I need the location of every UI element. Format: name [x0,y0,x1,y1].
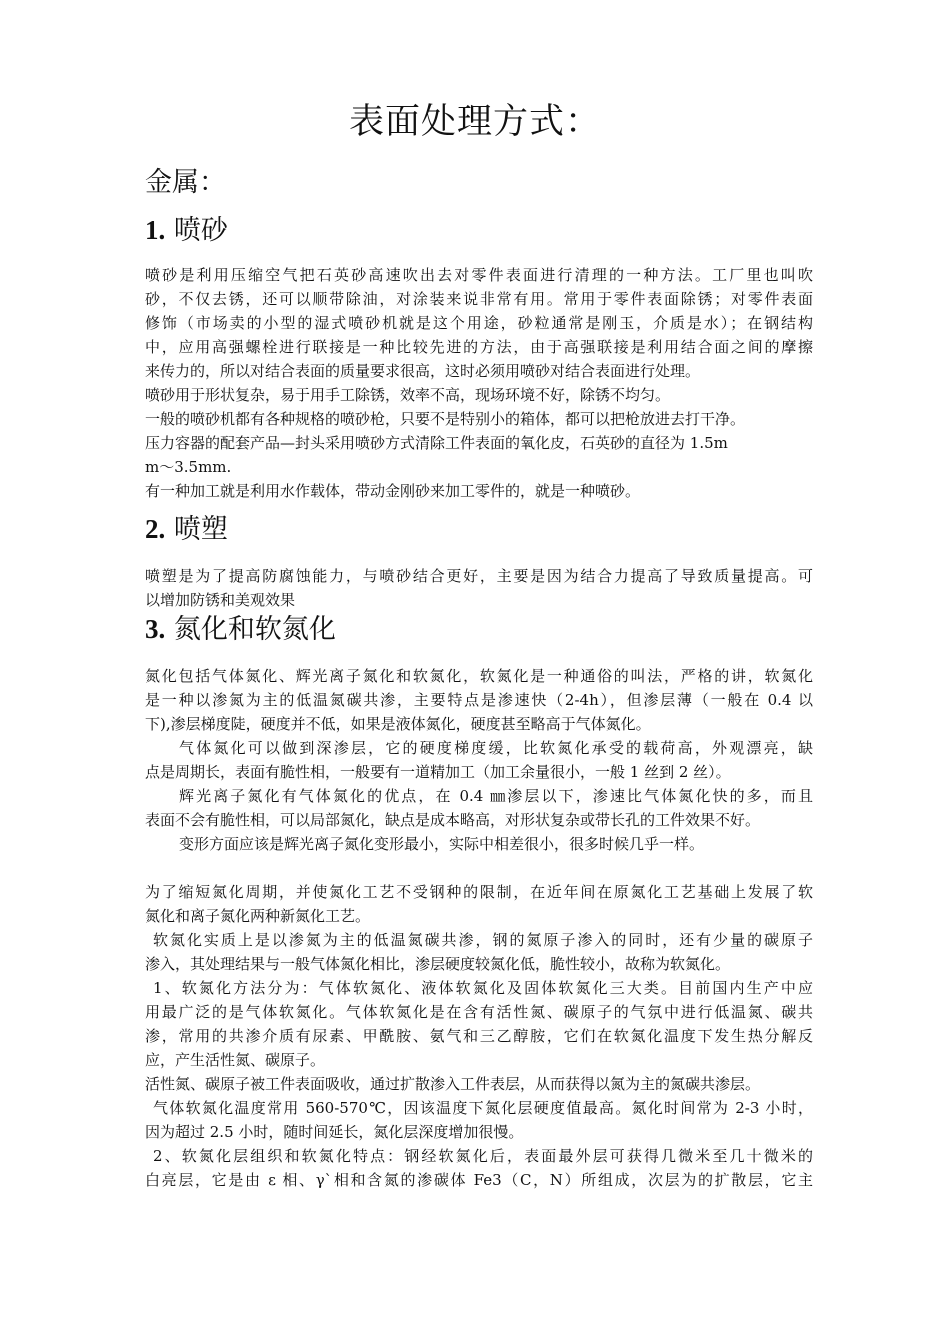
section-title: 喷塑 [173,514,228,545]
text-line: 中，应用高强螺栓进行联接是一种比较先进的方法，由于高强联接是利用结合面之间的摩擦 [145,338,813,356]
text-line: 活性氮、碳原子被工件表面吸收，通过扩散渗入工件表层，从而获得以氮为主的氮碳共渗层。 [145,1075,761,1093]
text-line: 下),渗层梯度陡，硬度并不低，如果是液体氮化，硬度甚至略高于气体氮化。 [145,715,651,733]
section-number: 3. [145,614,166,644]
text-line: 喷塑是为了提高防腐蚀能力，与喷砂结合更好，主要是因为结合力提高了导致质量提高。可 [145,567,813,585]
section-heading-1 [145,212,228,249]
text-line: 氮化包括气体氮化、辉光离子氮化和软氮化，软氮化是一种通俗的叫法，严格的讲，软氮化 [145,667,813,685]
text-line: 辉光离子氮化有气体氮化的优点，在 0.4 ㎜渗层以下，渗速比气体氮化快的多，而且 [179,787,813,805]
text-line: 表面不会有脆性相，可以局部氮化，缺点是成本略高，对形状复杂或带长孔的工件效果不好。 [145,811,761,829]
text-line: 用最广泛的是气体软氮化。气体软氮化是在含有活性氮、碳原子的气氛中进行低温氮、碳共 [145,1003,813,1021]
section-heading-2 [145,511,228,548]
text-line: 点是周期长，表面有脆性相，一般要有一道精加工（加工余量很小，一般 1 丝到 2 丝）。 [145,763,731,781]
section-heading-metal: 金属： [145,167,226,198]
text-line: 修饰（市场卖的小型的湿式喷砂机就是这个用途，砂粒通常是刚玉，介质是水）；在钢结构 [145,314,813,332]
text-line: 2、软氮化层组织和软氮化特点：钢经软氮化后，表面最外层可获得几微米至几十微米的 [153,1147,813,1165]
section-body-3 [145,664,813,1192]
text-line: 以增加防锈和美观效果 [145,591,296,609]
text-line: 因为超过 2.5 小时，随时间延长，氮化层深度增加很慢。 [145,1123,524,1141]
text-line: 软氮化实质上是以渗氮为主的低温氮碳共渗，钢的氮原子渗入的同时，还有少量的碳原子 [153,931,813,949]
section-body-2 [145,564,813,612]
text-line: 为了缩短氮化周期，并使氮化工艺不受钢种的限制，在近年间在原氮化工艺基础上发展了软 [145,883,813,901]
text-line: 压力容器的配套产品—封头采用喷砂方式清除工件表面的氧化皮，石英砂的直径为 1.5m [145,434,728,452]
text-line: 有一种加工就是利用水作载体，带动金刚砂来加工零件的，就是一种喷砂。 [145,482,641,500]
text-line: 砂，不仅去锈，还可以顺带除油，对涂装来说非常有用。常用于零件表面除锈；对零件表面 [145,290,813,308]
text-line: 应，产生活性氮、碳原子。 [145,1051,326,1069]
text-line: 渗入，其处理结果与一般气体氮化相比，渗层硬度较氮化低，脆性较小，故称为软氮化。 [145,955,731,973]
text-line: 白亮层，它是由 ε 相、γ`相和含氮的渗碳体 Fe3（C，N）所组成，次层为的扩散层，它主 [145,1171,813,1189]
text-line: 气体软氮化温度常用 560-570℃，因该温度下氮化层硬度值最高。氮化时间常为 2-3 小时， [153,1099,813,1117]
section-title: 喷砂 [173,215,228,246]
text-line: m～3.5mm. [145,458,232,476]
section-heading-3 [145,611,336,648]
text-line: 是一种以渗氮为主的低温氮碳共渗，主要特点是渗速快（2-4h），但渗层薄（一般在 0.4 以 [145,691,813,709]
section-body-1 [145,263,813,503]
text-line: 氮化和离子氮化两种新氮化工艺。 [145,907,371,925]
page-title: 表面处理方式： [348,102,601,142]
text-line: 喷砂是利用压缩空气把石英砂高速吹出去对零件表面进行清理的一种方法。工厂里也叫吹 [145,266,813,284]
section-title: 氮化和软氮化 [173,614,336,645]
text-line: 一般的喷砂机都有各种规格的喷砂枪，只要不是特别小的箱体，都可以把枪放进去打干净。 [145,410,746,428]
text-line: 渗，常用的共渗介质有尿素、甲酰胺、氨气和三乙醇胺，它们在软氮化温度下发生热分解反 [145,1027,813,1045]
text-line: 变形方面应该是辉光离子氮化变形最小，实际中相差很小，很多时候几乎一样。 [179,835,705,853]
text-line: 来传力的，所以对结合表面的质量要求很高，这时必须用喷砂对结合表面进行处理。 [145,362,701,380]
section-number: 1. [145,215,166,245]
blank-line [145,856,813,880]
section-number: 2. [145,514,166,544]
text-line: 气体氮化可以做到深渗层，它的硬度梯度缓，比软氮化承受的载荷高，外观漂亮，缺 [179,739,813,757]
text-line: 喷砂用于形状复杂，易于用手工除锈，效率不高，现场环境不好，除锈不均匀。 [145,386,671,404]
text-line: 1、软氮化方法分为：气体软氮化、液体软氮化及固体软氮化三大类。目前国内生产中应 [153,979,813,997]
